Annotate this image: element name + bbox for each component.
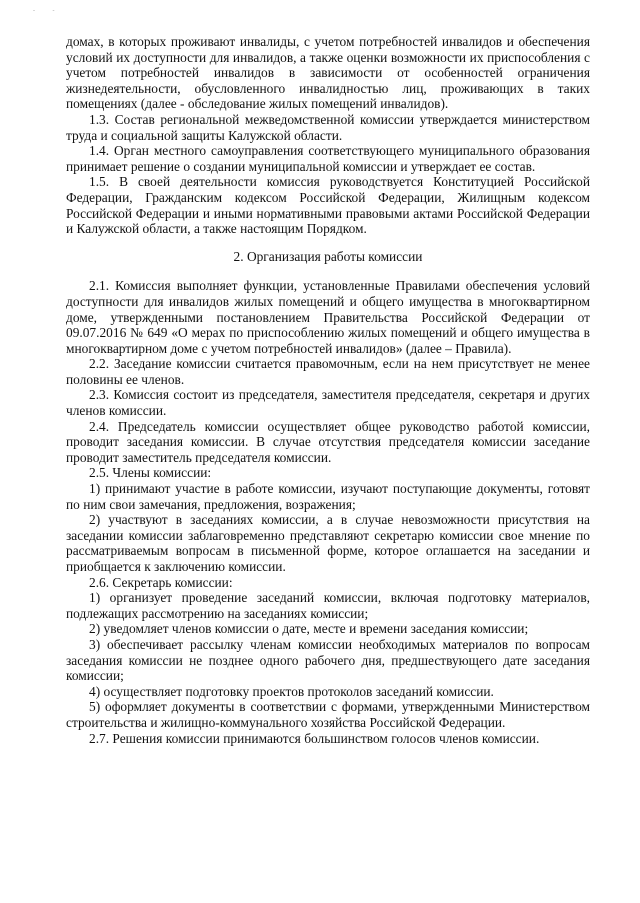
paragraph-2-5-item-2: 2) участвуют в заседаниях комиссии, а в случае невозможности присутствия на заседании комиссии заблаговременно представляют секретарю комиссии свое мнение по рассматриваемым вопросам в письменной форме, которое оглашается на заседании и приобщается к заключению комиссии. xyxy=(66,512,590,574)
paragraph-2-6-item-3: 3) обеспечивает рассылку членам комиссии необходимых материалов по вопросам заседания комиссии не позднее одного рабочего дня, предшествующего дате заседания комиссии; xyxy=(66,636,590,684)
paragraph-2-2: 2.2. Заседание комиссии считается правомочным, если на нем присутствует не менее половины ее членов. xyxy=(66,356,590,387)
paragraph-1-3: 1.3. Состав региональной межведомственной комиссии утверждается министерством труда и социальной защиты Калужской области. xyxy=(66,111,590,143)
paragraph-1-4: 1.4. Орган местного самоуправления соответствующего муниципального образования принимает решение о создании муниципальной комиссии и утверждает ее состав. xyxy=(66,143,590,174)
paragraph-2-6-item-2: 2) уведомляет членов комиссии о дате, месте и времени заседания комиссии; xyxy=(89,621,529,637)
paragraph-2-3: 2.3. Комиссия состоит из председателя, заместителя председателя, секретаря и других членов комиссии. xyxy=(66,387,590,419)
paragraph-2-6-item-5: 5) оформляет документы в соответствии с формами, утвержденными Министерством строительства и жилищно-коммунального хозяйства Российской Федерации. xyxy=(66,699,590,730)
paragraph-2-4: 2.4. Председатель комиссии осуществляет общее руководство работой комиссии, проводит заседания комиссии. В случае отсутствия председателя комиссии заседание проводит заместитель председателя комиссии. xyxy=(66,418,590,465)
scan-mark: - - xyxy=(33,8,63,14)
section-2-heading: 2. Организация работы комиссии xyxy=(233,248,423,264)
document-page xyxy=(66,34,590,746)
paragraph-2-6: 2.6. Секретарь комиссии: xyxy=(89,574,233,590)
paragraph-2-5: 2.5. Члены комиссии: xyxy=(89,465,212,481)
paragraph-2-7: 2.7. Решения комиссии принимаются большинством голосов членов комиссии. xyxy=(89,730,540,746)
paragraph-2-6-item-1: 1) организует проведение заседаний комиссии, включая подготовку материалов, подлежащих рассмотрению на заседаниях комиссии; xyxy=(66,590,590,621)
paragraph-2-5-item-1: 1) принимают участие в работе комиссии, изучают поступающие документы, готовят по ним свои замечания, предложения, возражения; xyxy=(66,481,590,512)
paragraph-1-5: 1.5. В своей деятельности комиссия руководствуется Конституцией Российской Федерации, Гражданским кодексом Российской Федерации, Жилищным кодексом Российской Федерации и иными нормативными правовыми актами Российской Федерации и Калужской области, а также настоящим Порядком. xyxy=(66,174,590,237)
paragraph-2-6-item-4: 4) осуществляет подготовку проектов протоколов заседаний комиссии. xyxy=(89,683,494,699)
intro-continuation-paragraph: домах, в которых проживают инвалиды, с учетом потребностей инвалидов и обеспечения условий их доступности для инвалидов, а также оценки возможности их приспособления с учетом потребностей инвалидов в зависимости от особенностей ограничения жизнедеятельности, обусловленного инвалидностью лиц, проживающих в таких помещениях (далее - обследование жилых помещений инвалидов). xyxy=(66,34,590,112)
paragraph-2-1: 2.1. Комиссия выполняет функции, установленные Правилами обеспечения условий доступности для инвалидов жилых помещений и общего имущества в многоквартирном доме, утвержденными постановлением Правительства Российской Федерации от 09.07.2016 № 649 «О мерах по приспособлению жилых помещений и общего имущества в многоквартирном доме с учетом потребностей инвалидов» (далее – Правила). xyxy=(66,278,590,356)
